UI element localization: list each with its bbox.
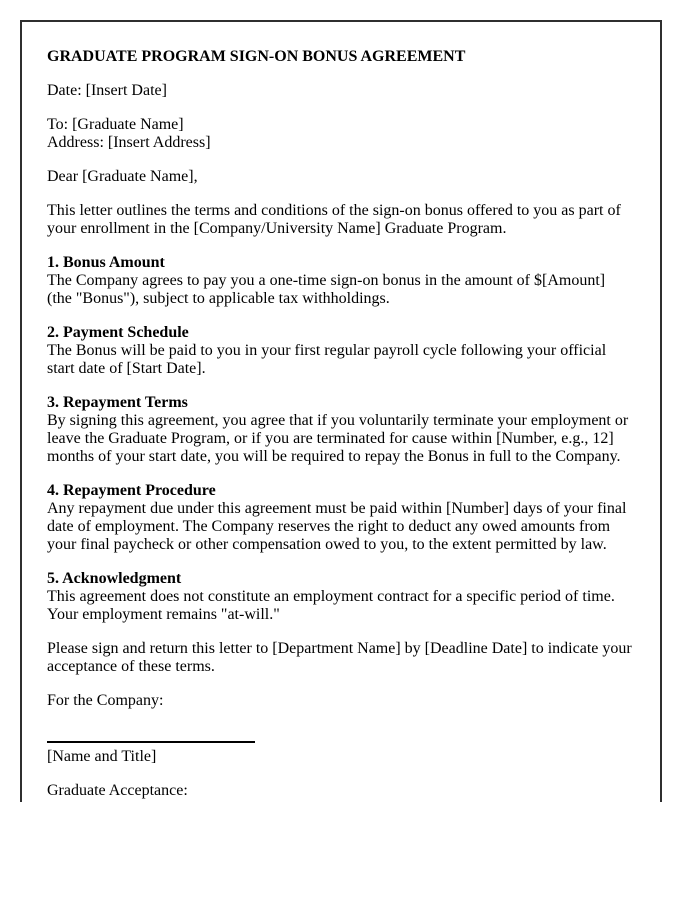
date-line: Date: [Insert Date] [47,82,167,99]
page-title-text: GRADUATE PROGRAM SIGN-ON BONUS AGREEMENT [47,48,466,65]
section-5-body: This agreement does not constitute an employment contract for a specific period of time. Your employment remains "at-will." [47,588,615,623]
section-4-heading: 4. Repayment Procedure [47,482,216,499]
salutation: Dear [Graduate Name], [47,168,198,185]
signature-line [47,726,255,743]
section-1-heading: 1. Bonus Amount [47,254,165,271]
section-payment-schedule [47,324,633,378]
to-line: To: [Graduate Name] [47,116,184,133]
section-1-body: The Company agrees to pay you a one-time sign-on bonus in the amount of $[Amount] (the "Bonus"), subject to applicable tax withholdings. [47,272,606,307]
section-3-heading: 3. Repayment Terms [47,394,188,411]
section-2-heading: 2. Payment Schedule [47,324,189,341]
company-signature-label: For the Company: [47,692,164,709]
section-3-body: By signing this agreement, you agree that if you voluntarily terminate your employment or leave the Graduate Program, or if you are terminated for cause within [Number, e.g., 12] months of your start date, you will be required to repay the Bonus in full to the Company. [47,412,629,465]
address-line: Address: [Insert Address] [47,134,211,151]
section-2-body: The Bonus will be paid to you in your first regular payroll cycle following your official start date of [Start Date]. [47,342,607,377]
signature-name-title: [Name and Title] [47,748,157,765]
section-repayment-terms [47,394,633,466]
section-4-body: Any repayment due under this agreement must be paid within [Number] days of your final date of employment. The Company reserves the right to deduct any owed amounts from your final paycheck or other compensation owed to you, to the extent permitted by law. [47,500,627,553]
recipient-block [47,116,633,152]
section-bonus-amount [47,254,633,308]
section-repayment-procedure [47,482,633,554]
closing-paragraph: Please sign and return this letter to [Department Name] by [Deadline Date] to indicate your acceptance of these terms. [47,640,632,675]
page-title [47,48,633,66]
section-acknowledgment [47,570,633,624]
section-5-heading: 5. Acknowledgment [47,570,182,587]
intro-paragraph: This letter outlines the terms and conditions of the sign-on bonus offered to you as part of your enrollment in the [Company/University Name] Graduate Program. [47,202,621,237]
agreement-letter [20,20,662,802]
graduate-acceptance-label: Graduate Acceptance: [47,782,188,799]
company-signature-block [47,726,633,766]
